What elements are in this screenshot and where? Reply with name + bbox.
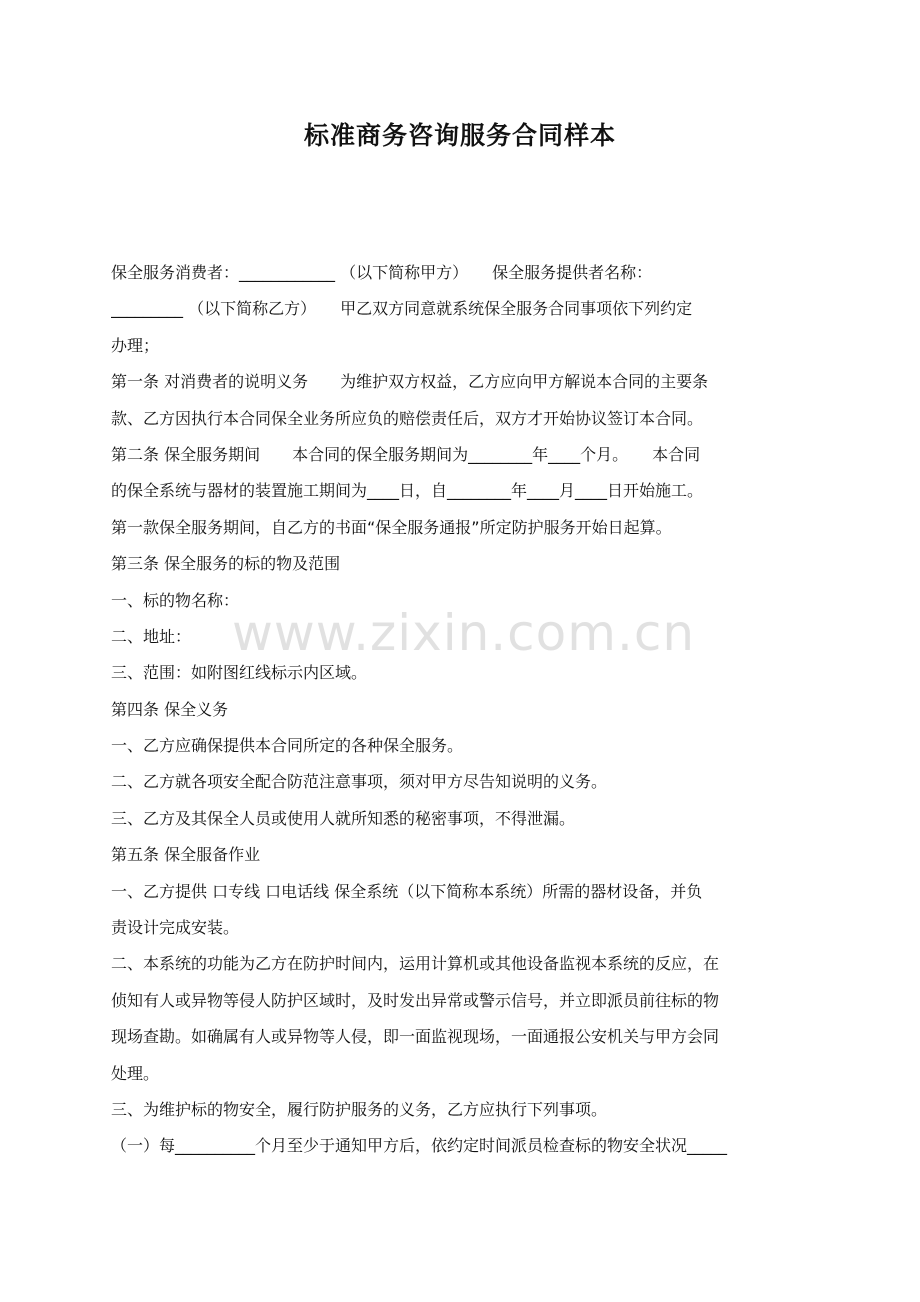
paragraph-line: 三、范围：如附图红线标示内区域。	[111, 663, 368, 683]
paragraph-line: 第一条 对消费者的说明义务 为维护双方权益，乙方应向甲方解说本合同的主要条	[111, 372, 709, 392]
paragraph-line: 二、乙方就各项安全配合防范注意事项，须对甲方尽告知说明的义务。	[111, 772, 608, 792]
paragraph-line: 第四条 保全义务	[111, 699, 229, 719]
paragraph-line: 第一款保全服务期间，自乙方的书面“保全服务通报”所定防护服务开始日起算。	[111, 517, 672, 537]
document-body	[111, 255, 811, 1165]
paragraph-line: 侦知有人或异物等侵人防护区域时，及时发出异常或警示信号，并立即派员前往标的物	[111, 990, 720, 1010]
paragraph-line: 保全服务消费者：____________ （以下简称甲方） 保全服务提供者名称：	[111, 263, 653, 282]
paragraph-line: 第二条 保全服务期间 本合同的保全服务期间为________年____个月。 本合同	[111, 444, 701, 464]
paragraph-line: 一、乙方应确保提供本合同所定的各种保全服务。	[111, 736, 464, 756]
paragraph-line: 三、乙方及其保全人员或使用人就所知悉的秘密事项，不得泄漏。	[111, 808, 576, 828]
paragraph-line: 现场查勘。如确属有人或异物等人侵，即一面监视现场，一面通报公安机关与甲方会同	[111, 1027, 720, 1047]
document-title: 标准商务咨询服务合同样本	[303, 121, 616, 150]
paragraph-line: 款、乙方因执行本合同保全业务所应负的赔偿责任后，双方才开始协议签订本合同。	[111, 408, 704, 428]
paragraph-line: _________ （以下简称乙方） 甲乙双方同意就系统保全服务合同事项依下列约定	[111, 299, 693, 319]
paragraph-line: 一、标的物名称：	[111, 590, 240, 610]
paragraph-line: 责设计完成安装。	[111, 918, 240, 938]
paragraph-line: 第三条 保全服务的标的物及范围	[111, 554, 341, 574]
paragraph-line: 办理；	[111, 335, 160, 355]
watermark-text: www.zixin.com.cn	[232, 604, 696, 662]
paragraph-line: 的保全系统与器材的装置施工期间为____日，自________年____月____日开始施工。	[111, 481, 704, 501]
paragraph-line: 第五条 保全服备作业	[111, 845, 261, 865]
paragraph-line: 处理。	[111, 1063, 160, 1083]
paragraph-line: 三、为维护标的物安全，履行防护服务的义务，乙方应执行下列事项。	[111, 1099, 608, 1119]
paragraph-line: （一）每__________个月至少于通知甲方后，依约定时间派员检查标的物安全状况_____	[111, 1136, 728, 1156]
paragraph-line: 二、本系统的功能为乙方在防护时间内，运用计算机或其他设备监视本系统的反应，在	[111, 954, 720, 974]
paragraph-line: 一、乙方提供 口专线 口电话线 保全系统（以下简称本系统）所需的器材设备，并负	[111, 881, 703, 901]
paragraph-line: 二、地址：	[111, 626, 192, 646]
